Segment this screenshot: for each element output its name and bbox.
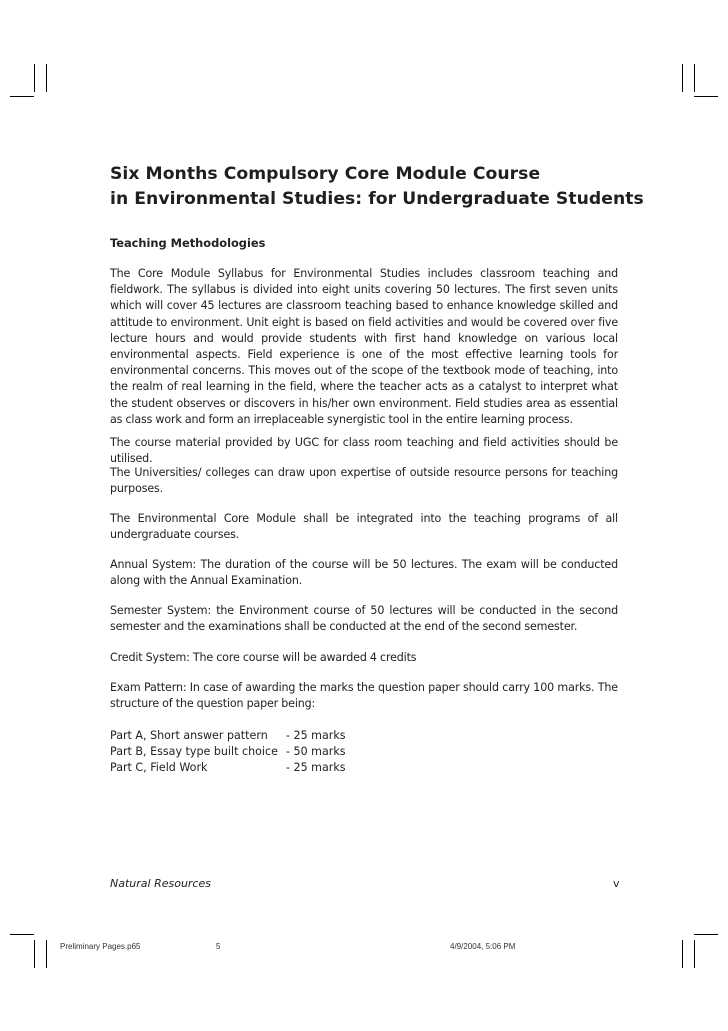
crop-mark — [46, 64, 47, 92]
crop-mark — [694, 96, 718, 97]
crop-mark — [694, 940, 695, 968]
marks-value: - 50 marks — [286, 745, 346, 759]
footer-section-name: Natural Resources — [110, 877, 211, 890]
marks-part: Part A, Short answer pattern — [110, 729, 268, 742]
title-line-2: in Environmental Studies: for Undergraduate Students — [110, 189, 644, 209]
crop-mark — [34, 940, 35, 968]
list-item — [110, 744, 346, 760]
crop-mark — [694, 64, 695, 92]
marks-list — [110, 728, 346, 777]
footer-page-number: v — [613, 877, 620, 890]
paragraph-teaching-methodologies: The Core Module Syllabus for Environmental Studies includes classroom teaching and fieldwork. The syllabus is divided into eight units covering 50 lectures. The first seven units which will cover 45 lectures are classroom teaching based to enhance knowledge skilled and attitude to environment. Unit eight is based on field activities and would be covered over five lecture hours and would provide students with first hand knowledge on various local environmental aspects. Field experience is one of the most effective learning tools for environmental concerns. This moves out of the scope of the textbook mode of teaching, into the realm of real learning in the field, where the teacher acts as a catalyst to interpret what the student observes or discovers in his/her own environment. Field studies area as essential as class work and form an irreplaceable synergistic tool in the entire learning process. — [110, 267, 618, 426]
marks-value: - 25 marks — [286, 761, 346, 775]
marks-value: - 25 marks — [286, 729, 346, 742]
page-title — [110, 162, 650, 212]
crop-mark — [694, 934, 718, 935]
paragraph-semester-system: Semester System: the Environment course of 50 lectures will be conducted in the second semester and the examinations shall be conducted at the end of the second semester. — [110, 604, 618, 634]
slug-timestamp: 4/9/2004, 5:06 PM — [450, 942, 516, 951]
crop-mark — [682, 940, 683, 968]
crop-mark — [10, 96, 34, 97]
marks-part: Part C, Field Work — [110, 761, 208, 775]
crop-mark — [46, 940, 47, 968]
paragraph-annual-system: Annual System: The duration of the course will be 50 lectures. The exam will be conducted along with the Annual Examination. — [110, 558, 618, 588]
list-item — [110, 760, 346, 776]
section-heading: Teaching Methodologies — [110, 236, 266, 250]
crop-mark — [682, 64, 683, 92]
list-item — [110, 728, 346, 744]
crop-mark — [34, 64, 35, 92]
title-line-1: Six Months Compulsory Core Module Course — [110, 164, 541, 184]
slug-page: 5 — [216, 942, 221, 951]
crop-mark — [10, 934, 34, 935]
paragraph-exam-pattern: Exam Pattern: In case of awarding the marks the question paper should carry 100 marks. The structure of the question paper being: — [110, 681, 618, 711]
paragraph-course-material: The course material provided by UGC for class room teaching and field activities should be utilised. — [110, 436, 618, 466]
marks-part: Part B, Essay type built choice — [110, 745, 278, 759]
slug-file: Preliminary Pages.p65 — [60, 942, 141, 951]
paragraph-credit-system: Credit System: The core course will be awarded 4 credits — [110, 651, 417, 664]
paragraph-core-module: The Environmental Core Module shall be integrated into the teaching programs of all undergraduate courses. — [110, 512, 618, 542]
paragraph-resource-persons: The Universities/ colleges can draw upon expertise of outside resource persons for teaching purposes. — [110, 466, 618, 496]
